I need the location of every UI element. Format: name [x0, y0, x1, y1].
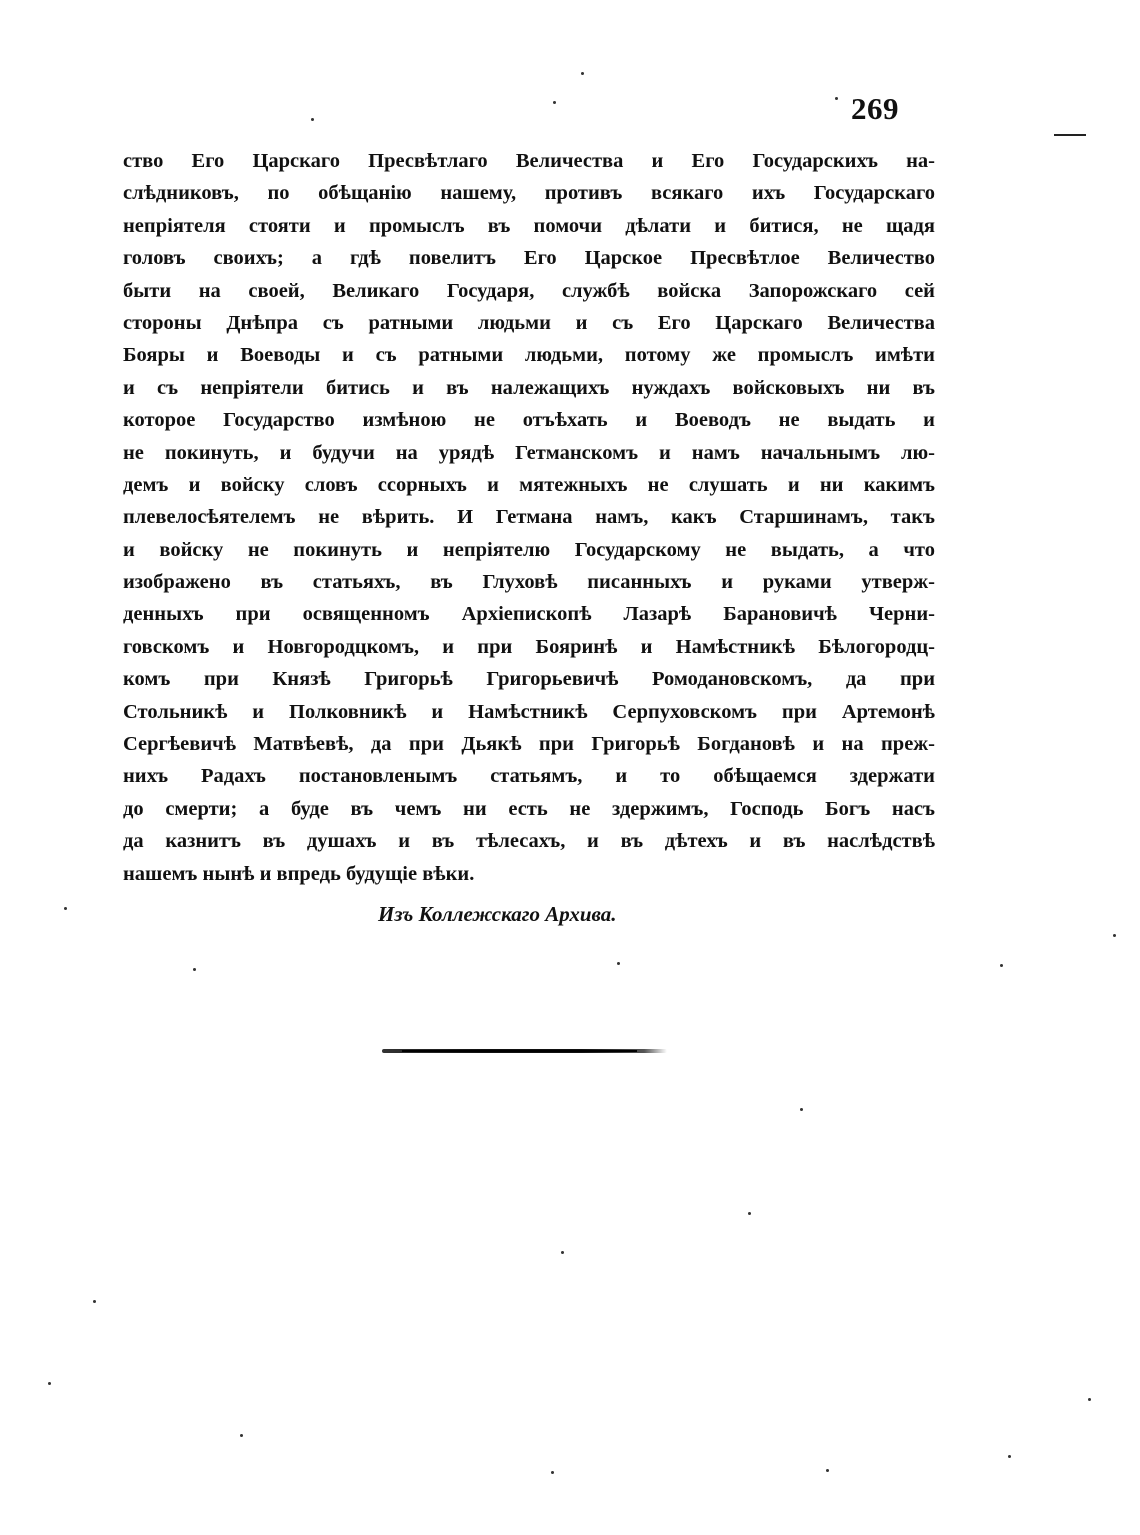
text-line: плевелосѣятелемъ не вѣрить. И Гетмана намъ, какъ Старшинамъ, такъ [123, 506, 935, 529]
text-line: демъ и войску словъ ссорныхъ и мятежныхъ не слушать и ни какимъ [123, 473, 935, 496]
scan-speck [64, 907, 67, 910]
scan-speck [561, 1251, 564, 1254]
scan-speck [240, 1434, 243, 1437]
scan-speck [551, 1471, 554, 1474]
scan-speck [193, 968, 196, 971]
text-line: слѣдниковъ, по обѣщанію нашему, противъ всякаго ихъ Государскаго [123, 182, 935, 205]
text-line: ство Его Царскаго Пресвѣтлаго Величества и Его Государскихъ на- [123, 150, 935, 172]
text-line: говскомъ и Новгородцкомъ, и при Бояринѣ и Намѣстникѣ Бѣлогородц- [123, 635, 935, 658]
text-line: и войску не покинуть и непріятелю Государскому не выдать, а что [123, 538, 935, 561]
scan-speck [800, 1108, 803, 1111]
scan-speck [1113, 934, 1116, 937]
scan-speck [1088, 1398, 1091, 1401]
text-line: Сергѣевичѣ Матвѣевѣ, да при Дьякѣ при Григорьѣ Богдановѣ и на преж- [123, 733, 935, 756]
text-line: изображено въ статьяхъ, въ Глуховѣ писанныхъ и руками утверж- [123, 571, 935, 594]
text-line: да казнитъ въ душахъ и въ тѣлесахъ, и въ дѣтехъ и въ наслѣдствѣ [123, 830, 935, 853]
scan-speck [826, 1469, 829, 1472]
text-line: стороны Днѣпра съ ратными людьми и съ Его Царскаго Величества [123, 311, 935, 334]
end-divider [382, 1049, 667, 1053]
source-attribution: Изъ Коллежскаго Архива. [378, 902, 617, 926]
text-line: которое Государство измѣною не отъѣхать и Воеводъ не выдать и [123, 409, 935, 432]
scan-speck [48, 1382, 51, 1385]
scan-speck [748, 1212, 751, 1215]
text-line: нихъ Радахъ постановленымъ статьямъ, и то обѣщаемся здержати [123, 765, 935, 788]
page-number: 269 [851, 91, 899, 126]
text-line: Стольникѣ и Полковникѣ и Намѣстникѣ Серпуховскомъ при Артемонѣ [123, 700, 935, 723]
text-line: и съ непріятели битись и въ належащихъ нуждахъ войсковыхъ ни въ [123, 376, 935, 399]
margin-mark [1054, 134, 1086, 136]
scan-speck [835, 97, 838, 100]
text-line: до смерти; а буде въ чемъ ни есть не здержимъ, Господь Богъ насъ [123, 797, 935, 820]
text-line: нашемъ нынѣ и впредь будущіе вѣки. [123, 862, 475, 885]
scan-speck [553, 101, 556, 104]
text-line: головъ своихъ; а гдѣ повелитъ Его Царское Пресвѣтлое Величество [123, 247, 935, 270]
scan-speck [311, 118, 314, 121]
text-line: Бояры и Воеводы и съ ратными людьми, потому же промыслъ имѣти [123, 344, 935, 367]
scan-speck [617, 962, 620, 965]
body-text [123, 145, 935, 890]
text-line: денныхъ при освященномъ Архіепископѣ Лазарѣ Барановичѣ Черни- [123, 603, 935, 626]
text-line: непріятеля стояти и промыслъ въ помочи дѣлати и битися, не щадя [123, 214, 935, 237]
scan-speck [1008, 1455, 1011, 1458]
text-line: комъ при Князѣ Григорьѣ Григорьевичѣ Ромодановскомъ, да при [123, 668, 935, 691]
scan-speck [581, 72, 584, 75]
text-line: быти на своей, Великаго Государя, службѣ войска Запорожскаго сей [123, 279, 935, 302]
text-line: не покинуть, и будучи на урядѣ Гетманскомъ и намъ начальнымъ лю- [123, 441, 935, 464]
scan-speck [93, 1300, 96, 1303]
scan-speck [1000, 964, 1003, 967]
